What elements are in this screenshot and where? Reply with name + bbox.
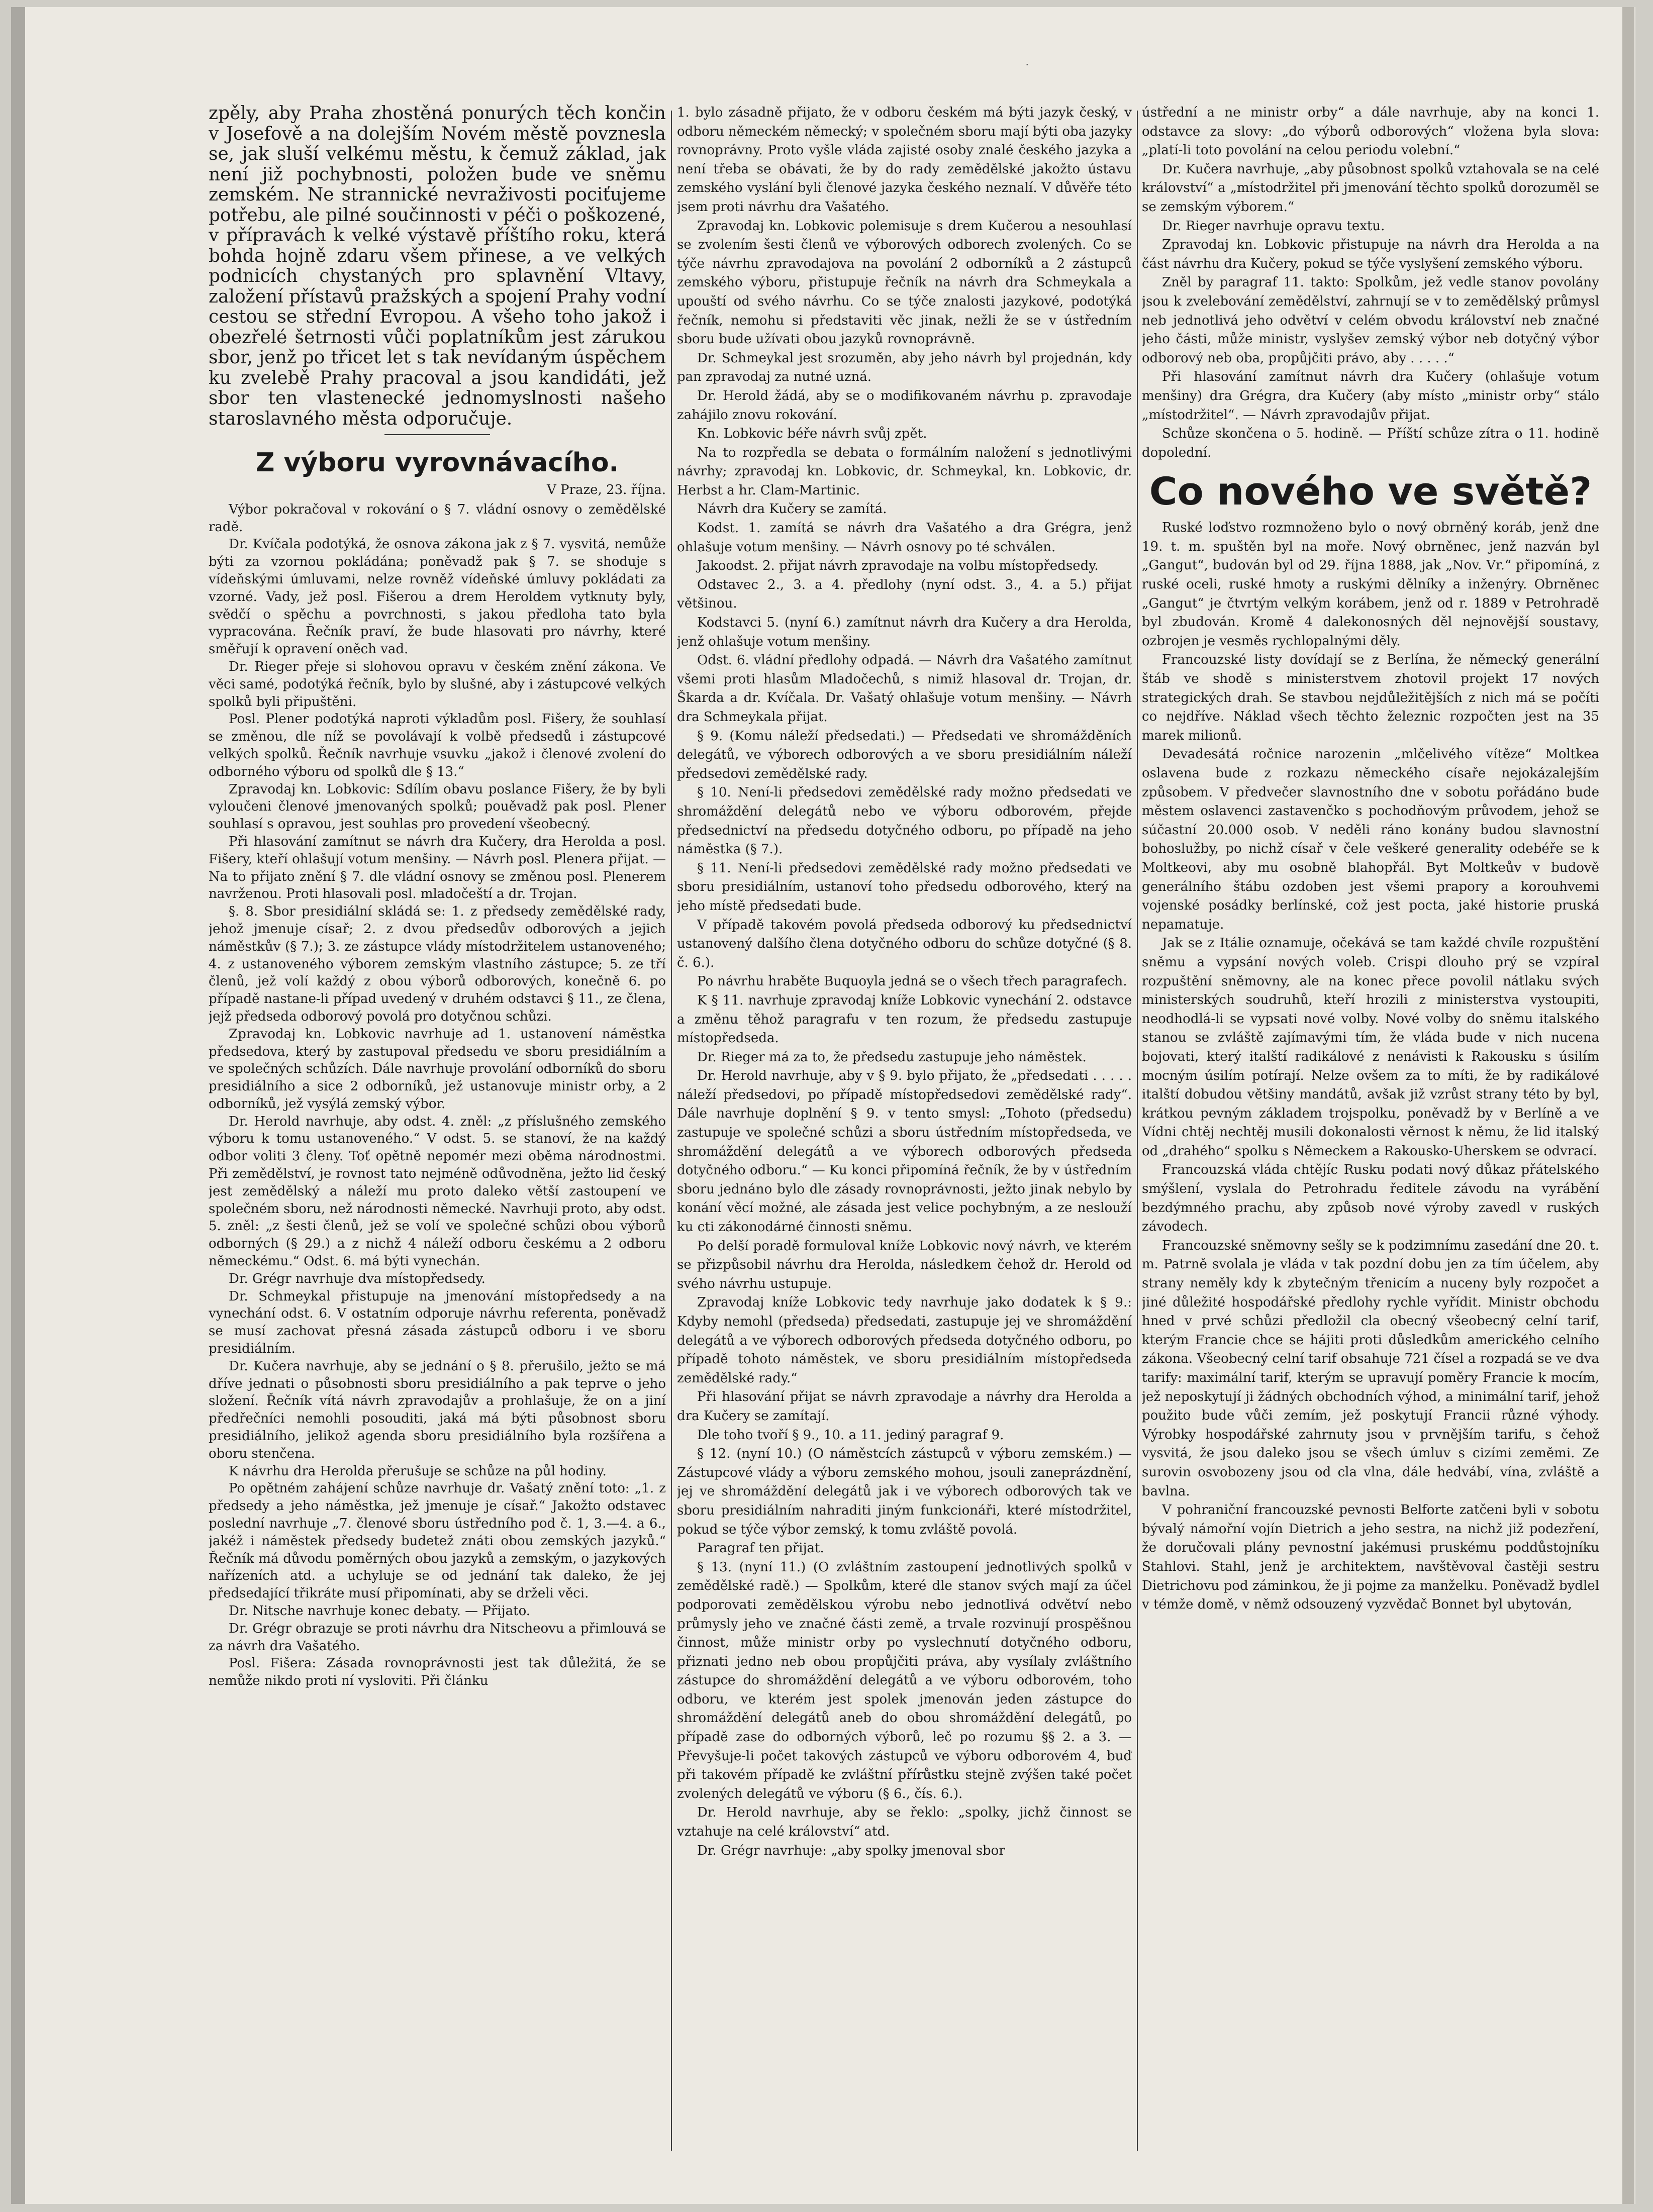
paragraph: K § 11. navrhuje zpravodaj kníže Lobkovic vynechání 2. odstavce a změnu těhož paragrafu v ten rozum, že předsedu zastupuje místopředseda. [677, 992, 1132, 1046]
column-divider-1 [671, 111, 672, 2151]
paragraph: Zpravodaj kn. Lobkovic přistupuje na návrh dra Herolda a na část návrhu dra Kučery, pokud se týče vyslyšení zemského výboru. [1142, 237, 1599, 271]
paragraph: Dr. Herold navrhuje, aby se řeklo: „spolky, jichž činnost se vztahuje na celé království“ atd. [677, 1805, 1132, 1840]
paragraph: § 9. (Komu náleží předsedati.) — Předsedati ve shromážděních delegátů, ve výborech odborových a ve sboru presidiálním náleží předsedovi zemědělské rady. [677, 728, 1132, 781]
column-1 [209, 104, 666, 2154]
paragraph: Návrh dra Kučery se zamítá. [697, 501, 887, 517]
article-intro: zpěly, aby Praha zhostěná ponurých těch končin v Josefově a na dolejším Novém městě povznesla se, jak sluší velkému městu, k čemuž základ, jak není již pochybnosti, položen bude ve sněmu zemském. Ne strannické nevraživosti pociťujeme potřebu, ale pilné součinnosti v péči o poškozené, v přípravách k velké výstavě příštího roku, která bohda hojně zdaru všem přinese, a ve velkých podnicích chystaných pro splavnění Vltavy, založení přístavů pražských a spojení Prahy vodní cestou se střední Evropou. A všeho toho jakož i obezřelé šetrnosti vůči poplatníkům jest zárukou sbor, jenž po třicet let s tak nevídaným úspěchem ku zvelebě Prahy pracoval a jsou kandidáti, jež sbor ten vlastenecké jednomyslnosti našeho staroslavného města odporučuje. [209, 104, 666, 429]
paragraph: Francouzské listy dovídají se z Berlína, že německý generální štáb ve shodě s ministerstvem zhotovil projekt 17 nových strategických drah. Se stavbou nejdůležitějších z nich má se počíti co nejdříve. Náklad všech těchto železnic rozpočten jest na 35 marek milionů. [1142, 652, 1599, 743]
paragraph: Po delší poradě formuloval kníže Lobkovic nový návrh, ve kterém se přizpůsobil návrhu dra Herolda, následkem čehož dr. Herold od svého návrhu ustupuje. [677, 1238, 1132, 1291]
dateline: V Praze, 23. října. [546, 482, 666, 497]
paragraph: Dr. Kvíčala podotýká, že osnova zákona jak z § 7. vysvitá, nemůže býti za vzornou pokládána; poněvadž pak § 7. se shoduje s vídeňskými úmluvami, nelze rovněž vídeňské úmluvy pokládati za vzorné. Vady, jež posl. Fišerou a drem Heroldem vytknuty byly, svědčí o spěchu a povrchnosti, s jakou předloha tato byla vypracována. Řečník praví, že bude hlasovati pro návrhy, které směřují k opravení oněch vad. [209, 537, 666, 657]
paragraph: Dr. Rieger má za to, že předsedu zastupuje jeho náměstek. [697, 1049, 1087, 1065]
paragraph: Po návrhu hraběte Buquoyla jedná se o všech třech paragrafech. [697, 974, 1127, 989]
column-2 [677, 104, 1132, 2154]
paragraph: § 12. (nyní 10.) (O náměstcích zástupců v výboru zemském.) — Zástupcové vlády a výboru zemského mohou, jsouli zaneprázdnění, jej ve shromáždění delegátů jak i ve výborech odborových tak ve sboru presidiálním nahraditi jiným funkcionáři, které místodržitel, pokud se týče výbor zemský, k tomu zvláště povolá. [677, 1446, 1132, 1537]
paragraph: Zpravodaj kníže Lobkovic tedy navrhuje jako dodatek k § 9.: Kdyby nemohl (předseda) předsedati, zastupuje jej ve shromáždění delegátů a ve výborech odborových předseda dotyčného odboru, po případě tohoto náměstek, ve sboru presidiálním místopředseda zemědělské rady.“ [677, 1295, 1132, 1386]
paragraph: Kn. Lobkovic béře návrh svůj zpět. [697, 426, 927, 442]
paragraph: Dr. Grégr navrhuje: „aby spolky jmenoval sbor [697, 1843, 1005, 1858]
page-edge-shadow [1622, 7, 1634, 2204]
paragraph: Zpravodaj kn. Lobkovic: Sdílím obavu poslance Fišery, že by byli vyloučeni členové jmenovaných spolků; pouěvadž pak posl. Plener souhlasí s opravou, jest souhlas pro provedení všeobecný. [209, 781, 666, 832]
paragraph: § 11. Není-li předsedovi zemědělské rady možno předsedati ve sboru presidiálním, ustanoví toho předsedu odborového, který na jeho místě předsedati bude. [677, 860, 1132, 914]
paragraph: Dr. Kučera navrhuje, aby se jednání o § 8. přerušilo, ježto se má dříve jednati o působnosti sboru presidiálního a pak teprve o jeho složení. Řečník vítá návrh zpravodajův a prohlašuje, že on a jiní předřečníci nemohli posouditi, jaká má býti působnost sboru presidiálního, jelikož agenda sboru presidiálního byla rozšířena a oboru stenčena. [209, 1358, 666, 1461]
paragraph: Dr. Kučera navrhuje, „aby působnost spolků vztahovala se na celé království“ a „místodržitel při jmenování těchto spolků dorozuměl se se zemským výborem.“ [1142, 161, 1599, 215]
paragraph: Dr. Rieger navrhuje opravu textu. [1162, 218, 1385, 234]
paragraph: Ruské loďstvo rozmnoženo bylo o nový obrněný koráb, jenž dne 19. t. m. spuštěn byl na moře. Nový obrněnec, jenž nazván byl „Gangut“, budován byl od 29. října 1888, jak „Nov. Vr.“ připomíná, z ruské oceli, ruské hmoty a ruskými dělníky a inženýry. Obrněnec „Gangut“ je čtvrtým velkým korábem, jenž od r. 1889 v Petrohradě byl zbudován. Kromě 4 dalekonosných děl nejnovější soustavy, ozbrojen je vesměs rychlopalnými děly. [1142, 520, 1599, 649]
paragraph: Dr. Schmeykal přistupuje na jmenování místopředsedy a na vynechání odst. 6. V ostatním odporuje návrhu referenta, poněvadž se musí zachovat přesná zásada zástupců odboru i ve sboru presidiálním. [209, 1288, 666, 1357]
paragraph: Zpravodaj kn. Lobkovic navrhuje ad 1. ustanovení náměstka předsedova, který by zastupoval předsedu ve sboru presidiálním a ve společných schůzích. Dále navrhuje provolání odborníků do sboru presidiálního a sice 2 odborníků, jež ustanovuje ministr orby, a 2 odborníků, jež vysýlá zemský výbor. [209, 1026, 666, 1112]
paragraph: Kodst. 1. zamítá se návrh dra Vašatého a dra Grégra, jenž ohlašuje votum menšiny. — Návrh osnovy po té schválen. [677, 521, 1132, 555]
paragraph: Zněl by paragraf 11. takto: Spolkům, jež vedle stanov povolány jsou k zvelebování zemědělství, zahrnují se v to zemědělský průmysl neb jednotlivá jeho odvětví v celém obvodu království neb značné jeho části, může ministr, vyslyšev zemský výbor neb dotyčný výbor odborový neb oba, propůjčiti právo, aby . . . . .“ [1142, 275, 1599, 366]
paragraph: Schůze skončena o 5. hodině. — Příští schůze zítra o 11. hodině dopolední. [1142, 426, 1599, 460]
paragraph: Při hlasování zamítnut návrh dra Kučery (ohlašuje votum menšiny) dra Grégra, dra Kučery (aby místo „ministr orby“ stálo „místodržitel“. — Návrh zpravodajův přijat. [1142, 369, 1599, 423]
paragraph: Při hlasování přijat se návrh zpravodaje a návrhy dra Herolda a dra Kučery se zamítají. [677, 1389, 1132, 1424]
section-heading: Z výboru vyrovnávacího. [255, 448, 619, 478]
paragraph: Výbor pokračoval v rokování o § 7. vládní osnovy o zemědělské radě. [209, 501, 666, 535]
paragraph: V případě takovém povolá předseda odborový ku předsednictví ustanovený dalšího člena dotyčného odboru do schůze dotyčné (§ 8. č. 6.). [677, 917, 1132, 970]
paragraph: V pohraniční francouzské pevnosti Belforte zatčeni byli v sobotu bývalý námořní vojín Dietrich a jeho sestra, na nichž již podezření, že doručovali plány pevnostní jakémusi pruskému poddůstojníku Stahlovi. Stahl, jenž je architektem, navštěvoval častěji sestru Dietrichovu pod záminkou, že ji pojme za manželku. Poněvadž bydlel v témže domě, v němž odsouzený vyzvědač Bonnet byl ubytován, [1142, 1502, 1599, 1613]
article-body [209, 481, 666, 1690]
paragraph: Kodstavci 5. (nyní 6.) zamítnut návrh dra Kučery a dra Herolda, jenž ohlašuje votum menšiny. [677, 615, 1132, 649]
paragraph: Dr. Herold žádá, aby se o modifikovaném návrhu p. zpravodaje zahájilo znovu rokování. [677, 388, 1132, 423]
paragraph: Na to rozpředla se debata o formálním naložení s jednotlivými návrhy; zpravodaj kn. Lobkovic, dr. Schmeykal, kn. Lobkovic, dr. Herbst a hr. Clam-Martinic. [677, 445, 1132, 498]
column-3 [1142, 104, 1599, 2154]
paragraph: Francouzská vláda chtějíc Rusku podati nový důkaz přátelského smýšlení, vyslala do Petrohradu ředitele závodu na vyrábění bezdýmného prachu, aby způsob nové výroby zavedl v ruských závodech. [1142, 1162, 1599, 1235]
paragraph: Paragraf ten přijat. [697, 1541, 824, 1556]
paragraph: Jak se z Itálie oznamuje, očekává se tam každé chvíle rozpuštění sněmu a vypsání nových voleb. Crispi dlouho prý se vzpíral rozpuštění sněmovny, ale na konec přece povolil nátlaku svých ministerských soudruhů, kteří hrozili z ministerstva vystoupiti, neodhodlá-li se vypsati nové volby. Nové volby do sněmu italského stanou se zvláště zajímavými tím, že vláda bude v nich nucena bojovati, který italští radikálové z nenávisti k Rakousku s úsilím mocným úsilím potírají. Nelze ovšem za to míti, že by radikálové italští dobudou většiny mandátů, avšak již vzrůst strany této by byl, krátkou pevným základem trojspolku, poněvadž by v Berlíně a ve Vídni chtěj nechtěj musili dokonalosti věrnost k němu, že lid italský od „drahého“ spolku s Německem a Rakousko-Uherskem se odvrací. [1142, 936, 1599, 1159]
paragraph: Devadesátá ročnice narozenin „mlčelivého vítěze“ Moltkea oslavena bude z rozkazu německého císaře nejokázalejším způsobem. V předvečer slavnostního dne v sobotu pořádáno bude městem oslavenci zastavenčko s pochodňovým průvodem, jehož se súčastní 20.000 osob. V neděli ráno konány budou slavnostní bohoslužby, po nichž císař v čele veškeré generality odebéře se k Moltkeovi, aby mu osobně blahopřál. Byt Moltkeův v budově generálního štábu ozdoben jest všemi prapory a korouhvemi vojenské posádky berlínské, což jest pocta, jaké historie pruská nepamatuje. [1142, 747, 1599, 932]
paragraph: Dle toho tvoří § 9., 10. a 11. jediný paragraf 9. [697, 1427, 1004, 1443]
paragraph: Dr. Herold navrhuje, aby odst. 4. zněl: „z příslušného zemského výboru k tomu ustanoveného.“ V odst. 5. se stanoví, že na každý odbor voliti 3 členy. Toť opětně nepomér mezi oběma národnostmi. Při zemědělství, je rovnost tato nejméně odůvodněna, ježto lid český jest zemědělský a náleží mu proto daleko větší zastoupení ve společném sboru, než národnosti německé. Navrhuji proto, aby odst. 5. zněl: „z šesti členů, jež se volí ve společné schůzi obou výborů odborných (§ 29.) a z nichž 4 náleží odboru českému a 2 odboru německému.“ Odst. 6. má býti vynechán. [209, 1114, 666, 1269]
section-rule [384, 434, 490, 435]
paragraph: Odstavec 2., 3. a 4. předlohy (nyní odst. 3., 4. a 5.) přijat většinou. [677, 577, 1132, 612]
paragraph: Dr. Nitsche navrhuje konec debaty. — Přijato. [229, 1603, 531, 1619]
top-mark: . [1025, 54, 1029, 68]
paragraph: 1. bylo zásadně přijato, že v odboru českém má býti jazyk český, v odboru německém německý; v společném sboru mají býti oba jazyky rovnoprávny. Proto vyšle vláda zajisté osoby znalé českého jazyka a není třeba se obávati, že by do rady zemědělské jakožto ústavu zemského vyslání byli členové jazyka českého neznalí. V důvěře této jsem proti návrhu dra Vašatého. [677, 105, 1132, 215]
paragraph: Dr. Grégr obrazuje se proti návrhu dra Nitscheovu a přimlouvá se za návrh dra Vašatého. [209, 1621, 666, 1654]
paragraph: §. 8. Sbor presidiální skládá se: 1. z předsedy zemědělské rady, jehož jmenuje císař; 2. z dvou předsedův odborových a jejich náměstkův (§ 7.); 3. ze zástupce vlády místodržitelem ustanoveného; 4. z ustanoveného výborem zemským vlastního zástupce; 5. ze tří členů, jež volí každý z obou výborů odborových, konečně 6. po případě nastane-li případ uvedený v druhém odstavci § 11., ze člena, jejž předseda odborový povolá pro dotyčnou schůzi. [209, 904, 666, 1024]
paragraph: Dr. Herold navrhuje, aby v § 9. bylo přijato, že „předsedati . . . . . náleží předsedovi, po případě místopředsedovi zemědělské rady“. Dále navrhuje doplnění § 9. v tento smysl: „Tohoto (předsedu) zastupuje ve společné schůzi a sboru ústředním místopředseda, ve shromáždění delegátů a ve výborech odborových předseda dotyčného odboru.“ — Ku konci připomíná řečník, že by v ústředním sboru jednáno bylo dle zásady rovnoprávnosti, ježto jinak nebylo by konání věcí možné, ale zásada jest velice pochybným, a ze neslouží ku cti zákonodárné činnosti sněmu. [677, 1068, 1132, 1235]
paragraph: Zpravodaj kn. Lobkovic polemisuje s drem Kučerou a nesouhlasí se zvolením šesti členů ve výborových odborech zvolených. Co se týče návrhu zpravodajova na povolání 2 odborníků a 2 zástupců zemského výboru, přistupuje řečník na návrh dra Schmeykala a upouští od svého návrhu. Co se týče znalosti jazykové, podotýká řečník, nemohu si představiti věc jinak, nežli že se v ústředním sboru bude užívati obou jazyků rovnoprávně. [677, 218, 1132, 347]
paragraph: Jakoodst. 2. přijat návrh zpravodaje na volbu místopředsedy. [697, 558, 1099, 574]
paragraph: § 13. (nyní 11.) (O zvláštním zastoupení jednotlivých spolků v zemědělské radě.) — Spolkům, které dle stanov svých mají za účel podporovati zemědělskou výrobu nebo jednotlivá odvětví nebo průmysly jeho ve značné části země, a trvale rozvinují prospěšnou činnost, může ministr orby po vyslechnutí dotyčného odboru, přiznati jedno neb obou propůjčiti práva, aby vysílaly zvláštního zástupce do shromáždění delegátů a ve výboru odborovém, toho odboru, ve kterém jest spolek jmenován jeden zástupce do shromáždění delegátů aneb do obou shromáždění delegátů, po případě zase do odborných výborů, leč po rozumu §§ 2. a 3. — Převyšuje-li počet takových zástupců ve výboru odborovém 4, buď při takovém případě ke zvláštní přírůstku stejně zvýšen také počet zvolených delegátů ve výboru (§ 6., čís. 6.). [677, 1559, 1132, 1801]
paragraph: Odst. 6. vládní předlohy odpadá. — Návrh dra Vašatého zamítnut všemi proti hlasům Mladočechů, s nimiž hlasoval dr. Trojan, dr. Škarda a dr. Kvíčala. Dr. Vašatý ohlašuje votum menšiny. — Návrh dra Schmeykala přijat. [677, 653, 1132, 725]
paragraph: Po opětném zahájení schůze navrhuje dr. Vašatý znění toto: „1. z předsedy a jeho náměstka, jež jmenuje je císař.“ Jakožto odstavec poslední navrhuje „7. členové sboru ústředního pod č. 1, 3.—4. a 6., jakéž i náměstek předsedy budetež znáti obou zemských jazyků.“ Řečník má důvodu poměrných obou jazyků a zemským, o jazykových nařízeních atd. a uchyluje se od jednání tak daleko, že jej předsedající třikráte musí připomínati, aby se drželi věci. [209, 1481, 666, 1601]
paragraph: Francouzské sněmovny sešly se k podzimnímu zasedání dne 20. t. m. Patrně svolala je vláda v tak pozdní dobu jen za tím účelem, aby strany neměly kdy k zbytečným třenicím a nuceny byly rozpočet a jiné důležité hospodářské předlohy rychle vyřídit. Ministr obchodu hned v prvé schůzi předložil cla obecný všeobecný celní tarif, kterým Francie chce se hájiti proti důsledkům amerického celního zákona. Všeobecný celní tarif obsahuje 721 čísel a rozpadá se ve dva tarify: maximální tarif, kterým se upravují poměry Francie k mocím, jež neposkytují ji žádných obchodních výhod, a minimální tarif, jehož použito bude vůči zemím, jež poskytují Francii různé výhody. Výrobky hospodářské zahrnuty jsou v prvnějším tarifu, s čehož vysvitá, že jsou daleko jsou se všech úmluv s cizími zeměmi. Ze surovin osvobozeny jsou od cla vlna, dále hedvábí, vína, zvláště a bavlna. [1142, 1238, 1599, 1499]
paragraph: Dr. Rieger přeje si slohovou opravu v českém znění zákona. Ve věci samé, podotýká řečník, bylo by slušné, aby i zástupcové velkých spolků byli připuštěni. [209, 659, 666, 710]
world-news-heading: Co nového ve světě? [1149, 469, 1592, 514]
paragraph: ústřední a ne ministr orby“ a dále navrhuje, aby na konci 1. odstavce za slovy: „do výborů odborových“ vložena byla slova: „platí-li toto povolání na celou periodu volební.“ [1142, 105, 1599, 158]
column-divider-2 [1137, 111, 1138, 2151]
page-gutter-shadow [11, 7, 25, 2204]
paragraph: Posl. Plener podotýká naproti výkladům posl. Fišery, že souhlasí se změnou, dle níž se povolávají k volbě předsedů i zástupcové velkých spolků. Řečník navrhuje vsuvku „jakož i členové zvolení do odborného výboru od spolků dle § 13.“ [209, 712, 666, 779]
paragraph: Posl. Fišera: Zásada rovnoprávnosti jest tak důležitá, že se nemůže nikdo proti ní vysloviti. Při článku [209, 1656, 666, 1689]
paragraph: Při hlasování zamítnut se návrh dra Kučery, dra Herolda a posl. Fišery, kteří ohlašují votum menšiny. — Návrh posl. Plenera přijat. — Na to přijato znění § 7. dle vládní osnovy se změnou posl. Plenerem navrženou. Proti hlasovali posl. mladočeští a dr. Trojan. [209, 834, 666, 902]
paragraph: Dr. Grégr navrhuje dva místopředsedy. [229, 1271, 485, 1286]
paragraph: Dr. Schmeykal jest srozuměn, aby jeho návrh byl projednán, kdy pan zpravodaj za nutné uzná. [677, 350, 1132, 385]
paragraph: K návrhu dra Herolda přerušuje se schůze na půl hodiny. [229, 1463, 607, 1479]
paragraph: § 10. Není-li předsedovi zemědělské rady možno předsedati ve shromáždění delegátů nebo ve výboru odborovém, přejde předsednictví na předsedu dotyčného odboru, po případě na jeho náměstka (§ 7.). [677, 785, 1132, 857]
